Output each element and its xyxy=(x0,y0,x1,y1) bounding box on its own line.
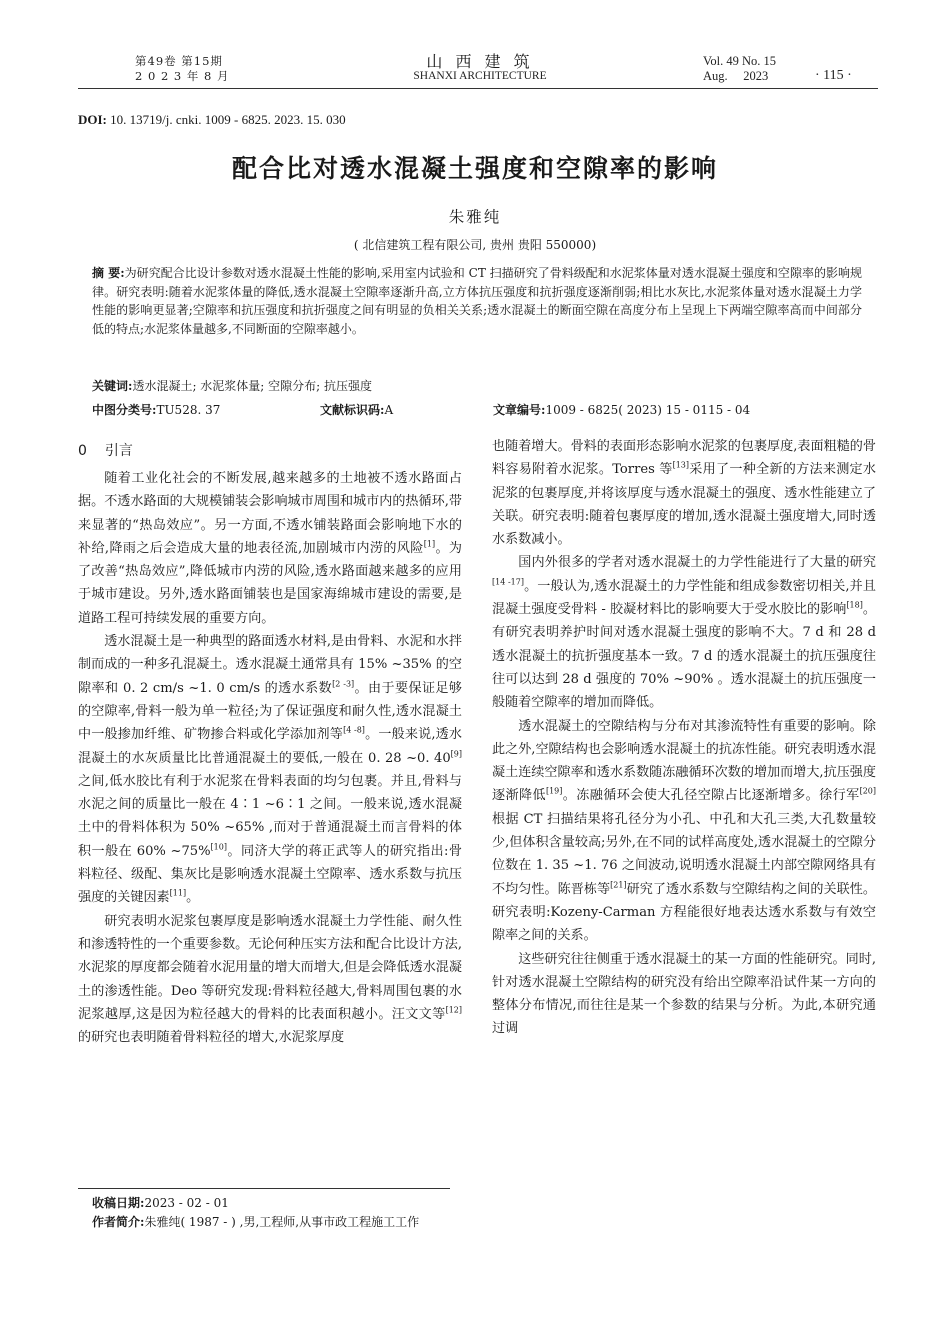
article-title: 配合比对透水混凝土强度和空隙率的影响 xyxy=(231,154,718,183)
paragraph xyxy=(78,910,462,1050)
document-code-value: A xyxy=(384,403,394,417)
article-author: 朱雅纯 xyxy=(448,208,502,226)
citation-ref: [11] xyxy=(169,888,187,898)
citation-ref: [10] xyxy=(210,842,227,852)
paragraph-text: 。冻融循环会使大孔径空隙占比逐渐增多。徐行军 xyxy=(562,788,860,804)
header-volume-cn: 第49卷 第15期 xyxy=(135,54,223,68)
section-heading xyxy=(78,440,133,460)
clc-label: 中图分类号: xyxy=(92,403,157,417)
left-column xyxy=(78,467,462,1049)
paragraph-text: 国内外很多的学者对透水混凝土的力学性能进行了大量的研究 xyxy=(518,555,876,571)
paragraph-text: 之间,低水胶比有利于水泥浆在骨料表面的均匀包裹。并且,骨料与水泥之间的质量比一般在 4∶1 ~6∶1 之间。一般来说,透水混凝土中的骨料体积为 50% ~65% ,而对于普通混凝土而言骨料的体积一般在 60% ~75% xyxy=(78,773,462,859)
paragraph-text: 。同济大学的蒋正武等人的研究指出:骨料粒径、级配、集灰比是影响透水混凝土空隙率、透水系数与抗压强度的关键因素 xyxy=(78,843,462,906)
citation-ref: [2 -3] xyxy=(332,679,355,689)
paragraph-text: 研究了透水系数与空隙结构之间的关联性。研究表明:Kozeny-Carman 方程能很好地表达透水系数与有效空隙率之间的关系。 xyxy=(492,881,877,944)
citation-ref: [19] xyxy=(545,787,563,797)
paragraph-text: 。由于要保证足够的空隙率,骨料一般为单一粒径;为了保证强度和耐久性,透水混凝土中一般掺加纤维、矿物掺合料或化学添加剂等 xyxy=(78,680,463,743)
section-title: 引言 xyxy=(104,443,133,459)
paragraph xyxy=(78,630,462,910)
section-number: 0 xyxy=(78,443,87,459)
paragraph-text: 。为了改善“热岛效应”,降低城市内涝的风险,透水路面越来越多的应用于城市建设。另外,透水路面铺装也是国家海绵城市建设的需要,是道路工程可持续发展的重要方向。 xyxy=(78,540,463,626)
paragraph xyxy=(492,435,876,551)
paragraph xyxy=(78,467,462,630)
abstract-text: 为研究配合比设计参数对透水混凝土性能的影响,采用室内试验和 CT 扫描研究了骨料级配和水泥浆体量对透水混凝土强度和空隙率的影响规律。研究表明:随着水泥浆体量的降低,透水混凝土空隙率逐渐升高,立方体抗压强度和抗折强度逐渐削弱;相比水灰比,水泥浆体量对透水混凝土力学性能的影响更显著;空隙率和抗压强度和抗折强度之间有明显的负相关关系;透水混凝土的断面空隙在高度分布上呈现上下两端空隙率高而中间部分低的特点;水泥浆体量越多,不同断面的空隙率越小。 xyxy=(92,266,863,336)
paragraph-text: 。一般来说,透水混凝土的水灰质量比比普通混凝土的要低,一般在 0. 28 ~0. 40 xyxy=(78,727,463,766)
citation-ref: [21] xyxy=(610,880,627,890)
document-code xyxy=(320,401,393,418)
document-code-label: 文献标识码: xyxy=(320,403,385,417)
paragraph xyxy=(492,948,876,1041)
paragraph-text: 研究表明水泥浆包裹厚度是影响透水混凝土力学性能、耐久性和渗透特性的一个重要参数。无论何种压实方法和配合比设计方法,水泥浆的厚度都会随着水泥用量的增大而增大,但是会降低透水混凝土的渗透性能。Deo 等研究发现:骨料粒径越大,骨料周围包裹的水泥浆越厚,这是因为粒径越大的骨料的比表面积越小。汪文文等 xyxy=(78,913,462,1022)
paragraph xyxy=(492,715,876,948)
citation-ref: [9] xyxy=(450,749,462,759)
keywords-text: 透水混凝土; 水泥浆体量; 空隙分布; 抗压强度 xyxy=(132,379,373,393)
paragraph-text: 的研究也表明随着骨料粒径的增大,水泥浆厚度 xyxy=(78,1030,345,1046)
right-column xyxy=(492,435,876,1041)
received-value: 2023 - 02 - 01 xyxy=(144,1196,229,1210)
citation-ref: [20] xyxy=(859,787,877,797)
doi-label: DOI: xyxy=(78,112,107,127)
paragraph-text: 随着工业化社会的不断发展,越来越多的土地被不透水路面占据。不透水路面的大规模铺装会影响城市周围和城市内的热循环,带来显著的“热岛效应”。另一方面,不透水铺装路面会影响地下水的补给,降雨之后会造成大量的地表径流,加剧城市内涝的风险 xyxy=(78,471,462,556)
paragraph xyxy=(492,551,876,714)
author-affiliation: ( 北信建筑工程有限公司, 贵州 贵阳 550000) xyxy=(353,238,597,252)
keywords xyxy=(92,377,372,394)
citation-ref: [14 -17] xyxy=(492,577,524,587)
header-journal-cn: 山 西 建 筑 xyxy=(426,52,534,71)
footnote-rule xyxy=(78,1188,450,1189)
article-number xyxy=(493,401,750,418)
citation-ref: [4 -8] xyxy=(343,725,365,735)
paragraph-text: 。 xyxy=(186,890,200,906)
paragraph-text: 根据 CT 扫描结果将孔径分为小孔、中孔和大孔三类,大孔数量较少,但体积含量较高;另外,在不同的试样高度处,透水混凝土的空隙分位数在 1. 35 ~1. 76 之间波动,说明透水混凝土内部空隙网络具有不均匀性。陈晋栋等 xyxy=(492,811,876,897)
citation-ref: [12] xyxy=(445,1005,462,1015)
doi-value: 10. 13719/j. cnki. 1009 - 6825. 2023. 15. 030 xyxy=(110,112,346,127)
author-bio xyxy=(92,1213,419,1232)
abstract-label: 摘 要: xyxy=(92,266,125,280)
article-number-value: 1009 - 6825( 2023) 15 - 0115 - 04 xyxy=(545,403,751,417)
keywords-label: 关键词: xyxy=(92,379,133,393)
citation-ref: [18] xyxy=(846,600,863,610)
paragraph-text: 采用了一种全新的方法来测定水泥浆的包裹厚度,并将该厚度与透水混凝土的强度、透水性能建立了关联。研究表明:随着包裹厚度的增加,透水混凝土强度增大,同时透水系数减小。 xyxy=(492,462,877,548)
header-journal-en: SHANXI ARCHITECTURE xyxy=(413,70,547,82)
header-page-number: · 115 · xyxy=(815,68,852,83)
clc-number xyxy=(92,401,220,418)
header-volume-en: Vol. 49 No. 15 xyxy=(703,54,777,68)
citation-ref: [1] xyxy=(423,539,436,549)
author-bio-value: 朱雅纯( 1987 - ) ,男,工程师,从事市政工程施工工作 xyxy=(144,1215,420,1229)
citation-ref: [13] xyxy=(672,460,690,470)
paragraph-text: 也随着增大。骨料的表面形态影响水泥浆的包裹厚度,表面粗糙的骨料容易附着水泥浆。Torres 等 xyxy=(492,439,876,478)
received-label: 收稿日期: xyxy=(92,1196,145,1210)
header-rule xyxy=(78,88,878,89)
received-date xyxy=(92,1194,229,1213)
header-date-cn: 2 0 2 3 年 8 月 xyxy=(135,69,230,83)
article-number-label: 文章编号: xyxy=(493,403,546,417)
paragraph-text: 。一般认为,透水混凝土的力学性能和组成参数密切相关,并且混凝土强度受骨料 - 胶凝材料比的影响要大于受水胶比的影响 xyxy=(492,578,876,618)
paragraph-text: 透水混凝土的空隙结构与分布对其渗流特性有重要的影响。除此之外,空隙结构也会影响透水混凝土的抗冻性能。研究表明透水混凝土连续空隙率和透水系数随冻融循环次数的增加而增大,抗压强度逐渐降低 xyxy=(492,718,876,804)
doi-line xyxy=(78,112,346,128)
paragraph-text: 。有研究表明养护时间对透水混凝土强度的影响不大。7 d 和 28 d 透水混凝土的抗折强度基本一致。7 d 的透水混凝土的抗压强度往往可以达到 28 d 强度的 70% ~90% 。透水混凝土的抗压强度一般随着空隙率的增加而降低。 xyxy=(492,602,876,711)
header-date-en: Aug. 2023 xyxy=(703,69,769,83)
clc-value: TU528. 37 xyxy=(156,403,221,417)
paragraph-text: 这些研究往往侧重于透水混凝土的某一方面的性能研究。同时,针对透水混凝土空隙结构的研究没有给出空隙率沿试件某一方向的整体分布情况,而往往是某一个参数的结果与分析。为此,本研究通过调 xyxy=(492,951,876,1037)
paragraph-text: 透水混凝土是一种典型的路面透水材料,是由骨料、水泥和水拌制而成的一种多孔混凝土。透水混凝土通常具有 15% ~35% 的空隙率和 0. 2 cm/s ~1. 0 cm/s 的透水系数 xyxy=(78,634,462,696)
author-bio-label: 作者简介: xyxy=(92,1215,145,1229)
abstract xyxy=(92,264,862,338)
